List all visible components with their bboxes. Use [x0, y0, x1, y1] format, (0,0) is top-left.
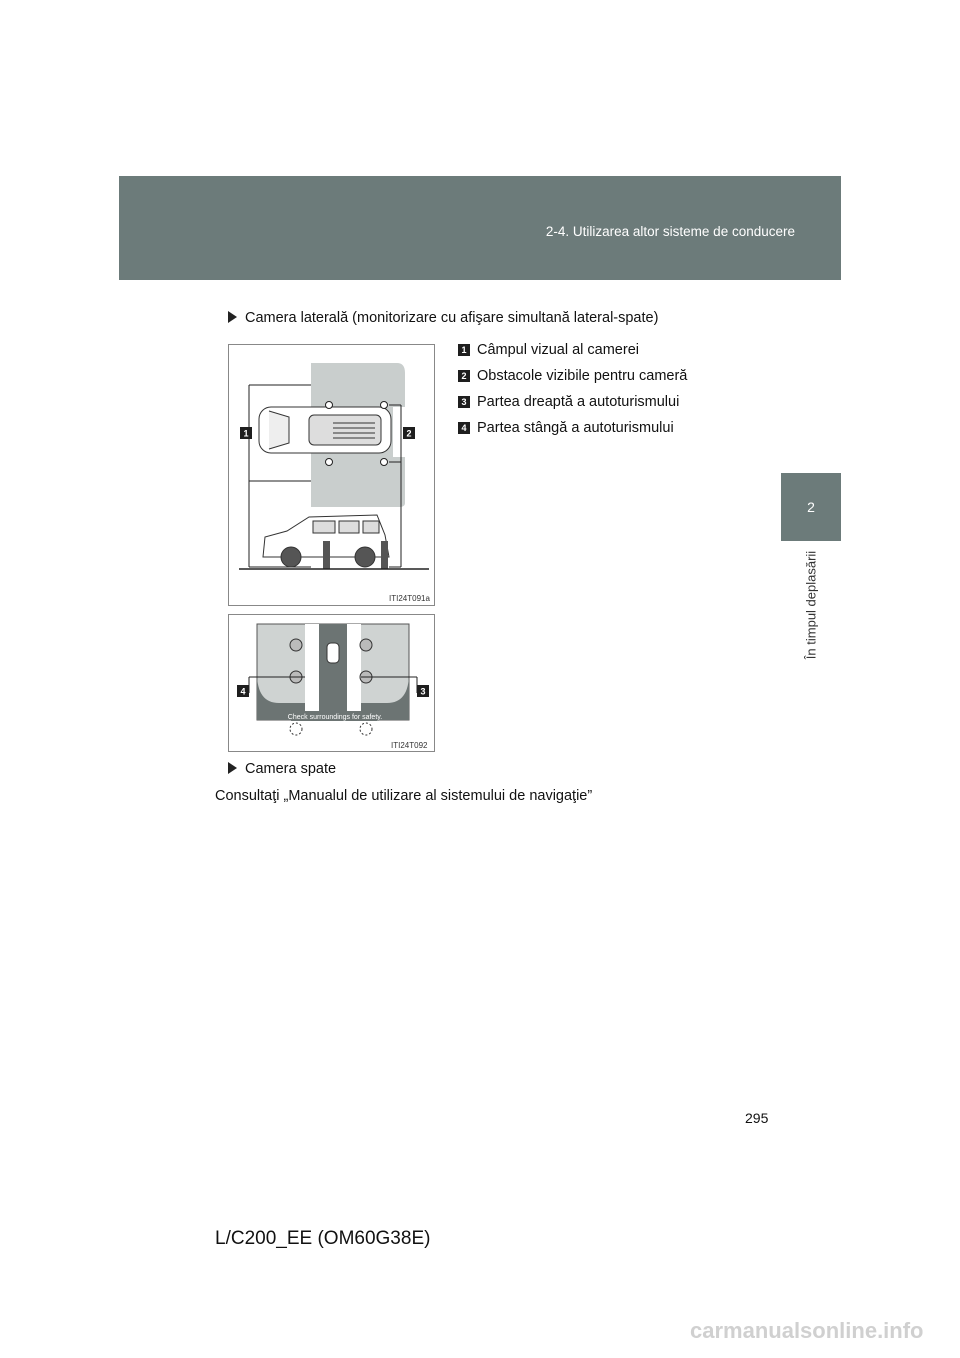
chapter-tab: [781, 473, 841, 541]
callout-text-4: 4: [240, 686, 246, 697]
watermark: carmanualsonline.info: [690, 1318, 924, 1343]
callout-number-1: 1: [458, 344, 470, 356]
rear-camera-text: Consultaţi „Manualul de utilizare al sistemului de navigaţie”: [215, 788, 593, 804]
figure-code-1: ITI24T091a: [389, 594, 430, 603]
display-screen-illustration: [229, 615, 434, 751]
car-icon: [327, 643, 339, 663]
left-white-lane: [305, 624, 319, 720]
rear-camera-heading-text: Camera spate: [245, 761, 337, 777]
pole-front: [323, 541, 330, 569]
legend-text-1: Câmpul vizual al camerei: [477, 342, 639, 358]
side-camera-heading: [228, 310, 658, 326]
page-number: 295: [745, 1110, 769, 1126]
callout-number-2: 2: [458, 370, 470, 382]
legend-item-3: [458, 394, 679, 410]
callout-text-1: 1: [243, 428, 249, 439]
triangle-bullet-icon: [228, 762, 237, 774]
callout-text-3: 3: [420, 686, 426, 697]
legend-text-2: Obstacole vizibile pentru cameră: [477, 368, 688, 384]
car-top-view: [259, 407, 391, 453]
callout-number-4: 4: [458, 422, 470, 434]
banner-text: Check surroundings for safety.: [287, 714, 383, 721]
rear-camera-heading: [228, 761, 336, 777]
legend-text-3: Partea dreaptă a autoturismului: [477, 394, 680, 410]
header-band: [119, 176, 841, 280]
right-white-lane: [347, 624, 361, 720]
header-title: 2-4. Utilizarea altor sisteme de conducere: [545, 224, 795, 239]
pole-rear: [381, 541, 388, 569]
chapter-label: În timpul deplasării: [803, 550, 819, 660]
legend-text-4: Partea stângă a autoturismului: [477, 420, 674, 436]
side-camera-heading-text: Camera laterală (monitorizare cu afişare simultană lateral-spate): [245, 310, 659, 326]
legend-item-2: [458, 368, 687, 384]
chapter-number: 2: [807, 499, 815, 515]
callout-number-3: 3: [458, 396, 470, 408]
below-screen-obstacles: [290, 723, 372, 735]
figure-side-camera: [228, 344, 435, 606]
figure-code-2: ITI24T092: [391, 741, 428, 750]
legend-item-1: [458, 342, 639, 358]
legend-item-4: [458, 420, 674, 436]
figure-display-screen: [228, 614, 435, 752]
side-camera-illustration: [229, 345, 434, 605]
center-strip: [319, 624, 347, 720]
callout-text-2: 2: [406, 428, 412, 439]
triangle-bullet-icon: [228, 311, 237, 323]
document-code: L/C200_EE (OM60G38E): [215, 1228, 431, 1249]
